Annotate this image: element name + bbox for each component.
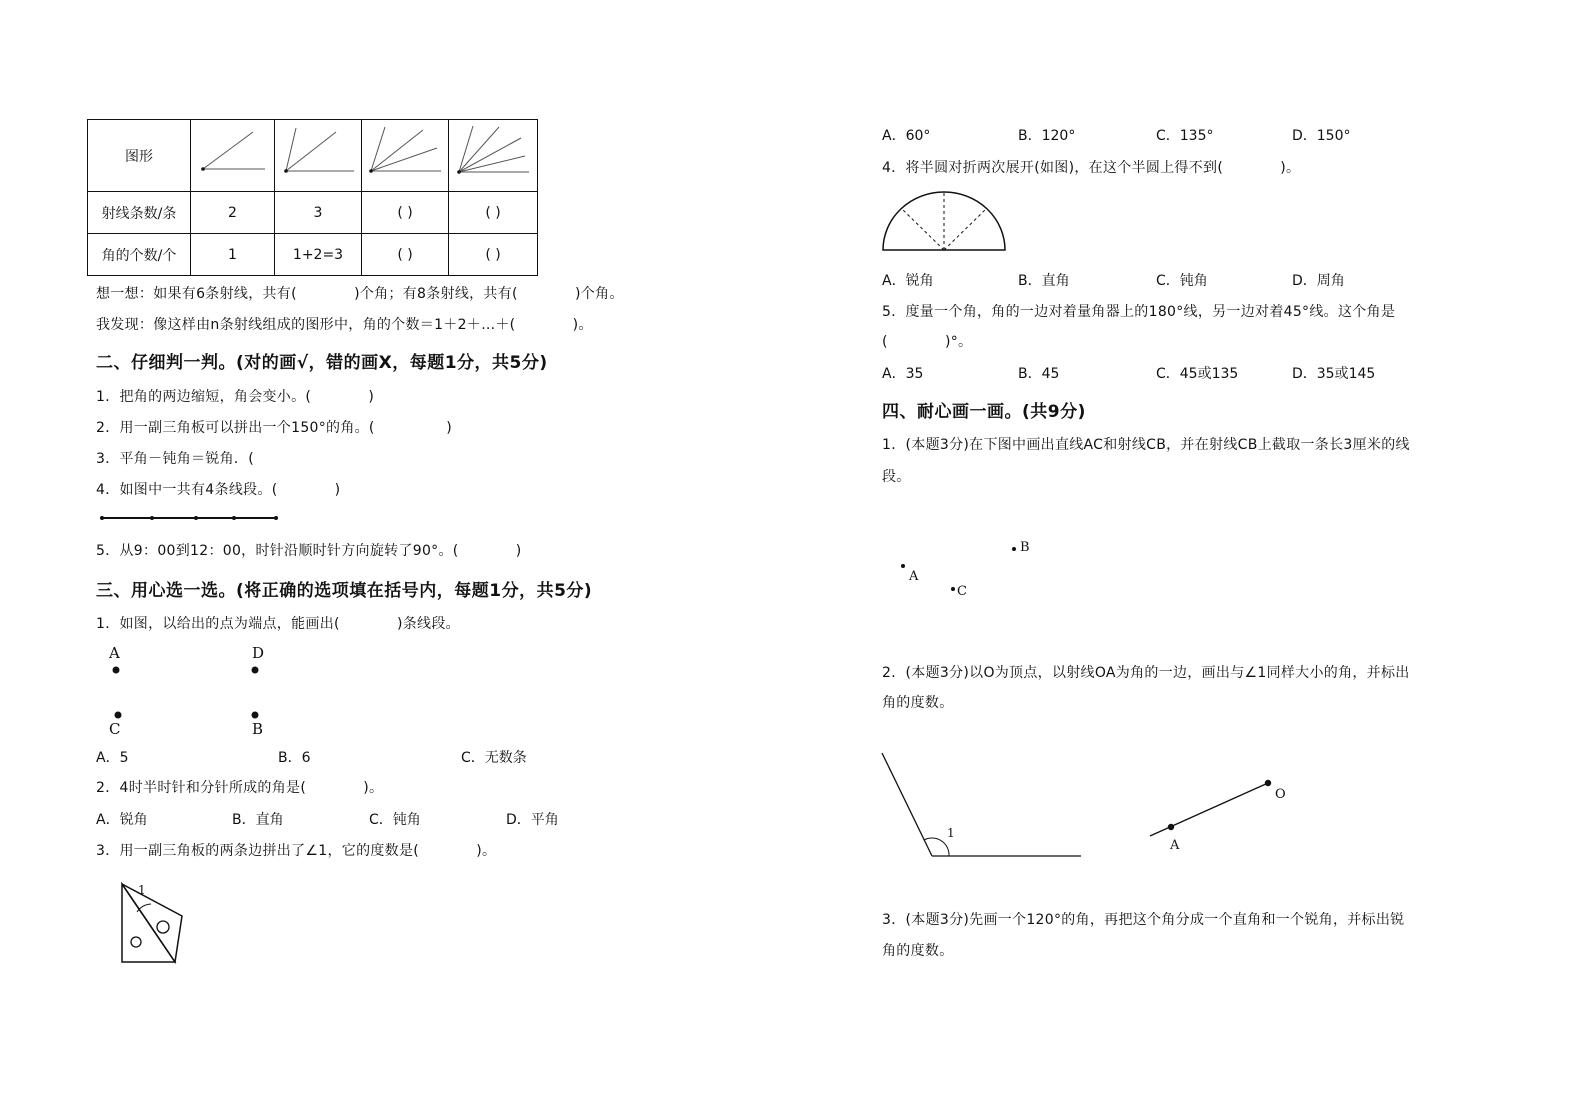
- q1-option-b[interactable]: B．6: [278, 750, 311, 766]
- choice-q5-line1: 5．度量一个角，角的一边对着量角器上的180°线，另一边对着45°线。这个角是: [882, 304, 1396, 320]
- figure-3-rays: [275, 120, 362, 192]
- rays-cell[interactable]: ( ): [449, 192, 538, 234]
- point-label-b: B: [252, 720, 264, 738]
- angles-cell[interactable]: ( ): [362, 234, 449, 276]
- draw-q3-line2: 角的度数。: [882, 943, 954, 959]
- choice-q4: 4．将半圆对折两次展开(如图)，在这个半圆上得不到( )。: [882, 160, 1301, 176]
- point-label-a3: A: [1170, 838, 1180, 853]
- angle-1-label-right: 1: [947, 826, 955, 840]
- q2-option-a[interactable]: A．锐角: [96, 812, 148, 828]
- row-header-rays: 射线条数/条: [88, 192, 191, 234]
- choice-q3: 3．用一副三角板的两条边拼出了∠1，它的度数是( )。: [96, 843, 497, 859]
- draw-q2-line2: 角的度数。: [882, 695, 954, 711]
- figure-4-rays: [362, 120, 449, 192]
- q3-option-b[interactable]: B．120°: [1018, 128, 1076, 144]
- semicircle-figure: [880, 190, 1010, 254]
- q2-option-c[interactable]: C．钝角: [369, 812, 421, 828]
- section2-title: 二、仔细判一判。(对的画√，错的画X，每题1分，共5分): [96, 353, 548, 373]
- q5-option-a[interactable]: A．35: [882, 366, 924, 382]
- draw-q1-line2: 段。: [882, 469, 911, 485]
- angle-1-label: 1: [138, 883, 146, 897]
- point-label-a2: A: [909, 569, 919, 584]
- three-rays-figure: [278, 124, 358, 184]
- q5-option-b[interactable]: B．45: [1018, 366, 1060, 382]
- row-header-angles: 角的个数/个: [88, 234, 191, 276]
- q2-option-d[interactable]: D．平角: [506, 812, 559, 828]
- draw-q1-line1: 1．(本题3分)在下图中画出直线AC和射线CB，并在射线CB上截取一条长3厘米的线: [882, 437, 1410, 453]
- two-rays-figure: [193, 124, 273, 184]
- q5-option-d[interactable]: D．35或145: [1292, 366, 1376, 382]
- q4-option-a[interactable]: A．锐角: [882, 273, 934, 289]
- judge-item-3: 3．平角－钝角＝锐角．(: [96, 451, 254, 467]
- segment-figure: [100, 510, 280, 526]
- q4-option-b[interactable]: B．直角: [1018, 273, 1070, 289]
- judge-item-4: 4．如图中一共有4条线段。( ): [96, 482, 341, 498]
- figure-5-rays: [449, 120, 538, 192]
- row-header-figure: 图形: [88, 120, 191, 192]
- q5-option-c[interactable]: C．45或135: [1156, 366, 1239, 382]
- angle-1-figure: [878, 748, 1088, 863]
- angles-cell: 1+2=3: [275, 234, 362, 276]
- judge-item-5: 5．从9：00到12：00，时针沿顺时针方向旋转了90°。( ): [96, 543, 522, 559]
- q1-option-a[interactable]: A．5: [96, 750, 129, 766]
- angles-cell: 1: [191, 234, 275, 276]
- think-line: 想一想：如果有6条射线，共有( )个角；有8条射线，共有( )个角。: [96, 286, 624, 302]
- ray-oa-figure[interactable]: [1145, 775, 1275, 840]
- judge-item-2: 2．用一副三角板可以拼出一个150°的角。( ): [96, 420, 452, 436]
- choice-q2: 2．4时半时针和分针所成的角是( )。: [96, 780, 384, 796]
- point-label-c: C: [109, 720, 121, 738]
- point-label-d: D: [252, 644, 265, 662]
- point-label-c2: C: [957, 584, 967, 599]
- draw-q2-line1: 2．(本题3分)以O为顶点，以射线OA为角的一边，画出与∠1同样大小的角，并标出: [882, 665, 1410, 681]
- point-label-b2: B: [1020, 540, 1030, 555]
- q3-option-c[interactable]: C．135°: [1156, 128, 1214, 144]
- point-label-o: O: [1275, 787, 1286, 802]
- five-rays-figure: [451, 124, 535, 184]
- discover-line: 我发现：像这样由n条射线组成的图形中，角的个数＝1＋2＋…＋( )。: [96, 317, 593, 333]
- q1-option-c[interactable]: C．无数条: [461, 750, 527, 766]
- choice-q5-line2: ( )°。: [882, 334, 973, 350]
- choice-q1: 1．如图，以给出的点为端点，能画出( )条线段。: [96, 616, 460, 632]
- point-label-a: A: [109, 644, 120, 662]
- q2-option-b[interactable]: B．直角: [232, 812, 284, 828]
- four-points-figure: [100, 660, 280, 730]
- angles-cell[interactable]: ( ): [449, 234, 538, 276]
- q4-option-c[interactable]: C．钝角: [1156, 273, 1208, 289]
- section3-title: 三、用心选一选。(将正确的选项填在括号内，每题1分，共5分): [96, 581, 593, 601]
- draw-q3-line1: 3．(本题3分)先画一个120°的角，再把这个角分成一个直角和一个锐角，并标出锐: [882, 912, 1405, 928]
- q3-option-d[interactable]: D．150°: [1292, 128, 1351, 144]
- section4-title: 四、耐心画一画。(共9分): [882, 402, 1086, 422]
- figure-2-rays: [191, 120, 275, 192]
- triangle-rulers-figure: [115, 880, 190, 968]
- four-rays-figure: [365, 124, 445, 184]
- q4-option-d[interactable]: D．周角: [1292, 273, 1345, 289]
- ray-angle-table: [87, 119, 538, 276]
- judge-item-1: 1．把角的两边缩短，角会变小。( ): [96, 389, 375, 405]
- rays-cell: 2: [191, 192, 275, 234]
- rays-cell[interactable]: ( ): [362, 192, 449, 234]
- rays-cell: 3: [275, 192, 362, 234]
- q3-option-a[interactable]: A．60°: [882, 128, 931, 144]
